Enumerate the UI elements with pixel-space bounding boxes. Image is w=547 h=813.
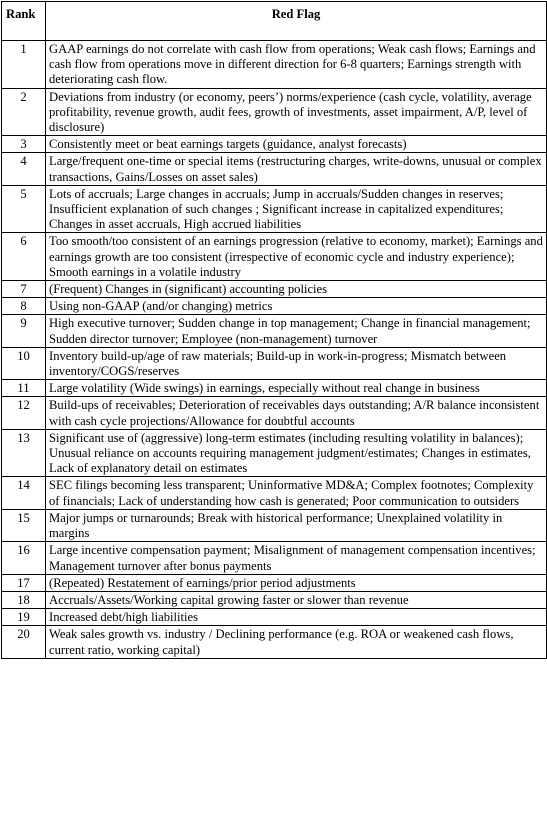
rank-column-header: Rank — [2, 2, 46, 41]
red-flag-cell: Large/frequent one-time or special items (restructuring charges, write-downs, unusual or complex transactions, Gains/Losses on asset sales) — [46, 153, 547, 185]
red-flag-cell: Too smooth/too consistent of an earnings progression (relative to economy, market); Earnings and earnings growth are too consistent (irrespective of economic cycle and industry experience); Smooth earnings in a volatile industry — [46, 233, 547, 281]
red-flag-cell: Lots of accruals; Large changes in accruals; Jump in accruals/Sudden changes in reserves; Insufficient explanation of such changes ; Significant increase in capitalized expenditures; Changes in asset accruals, High accrued liabilities — [46, 185, 547, 233]
red-flag-cell: Large volatility (Wide swings) in earnings, especially without real change in business — [46, 380, 547, 397]
table-row — [2, 347, 547, 379]
table-row — [2, 185, 547, 233]
red-flag-cell: Weak sales growth vs. industry / Declining performance (e.g. ROA or weakened cash flows, current ratio, working capital) — [46, 626, 547, 658]
rank-cell: 6 — [2, 233, 46, 281]
red-flag-cell: Deviations from industry (or economy, peers’) norms/experience (cash cycle, volatility, average profitability, revenue growth, audit fees, growth of investments, asset impairment, A/P, level of disclosure) — [46, 88, 547, 136]
table-row — [2, 41, 547, 89]
rank-cell: 14 — [2, 477, 46, 509]
red-flag-cell: GAAP earnings do not correlate with cash flow from operations; Weak cash flows; Earnings and cash flow from operations move in different direction for 6-8 quarters; Earnings strength with deteriorating cash flow. — [46, 41, 547, 89]
red-flag-cell: Consistently meet or beat earnings targets (guidance, analyst forecasts) — [46, 136, 547, 153]
table-row — [2, 626, 547, 658]
table-body — [2, 41, 547, 659]
table-row — [2, 542, 547, 574]
red-flag-cell: SEC filings becoming less transparent; Uninformative MD&A; Complex footnotes; Complexity of financials; Lack of understanding how cash is generated; Poor communication to outsiders — [46, 477, 547, 509]
rank-cell: 1 — [2, 41, 46, 89]
red-flag-cell: Build-ups of receivables; Deterioration of receivables days outstanding; A/R balance inconsistent with cash cycle projections/Allowance for doubtful accounts — [46, 397, 547, 429]
red-flag-cell: Increased debt/high liabilities — [46, 609, 547, 626]
table-row — [2, 153, 547, 185]
table-row — [2, 315, 547, 347]
rank-cell: 2 — [2, 88, 46, 136]
red-flag-cell: Using non-GAAP (and/or changing) metrics — [46, 298, 547, 315]
red-flag-cell: Major jumps or turnarounds; Break with historical performance; Unexplained volatility in margins — [46, 509, 547, 541]
table-row — [2, 397, 547, 429]
red-flag-column-header: Red Flag — [46, 2, 547, 41]
table-row — [2, 88, 547, 136]
table-row — [2, 429, 547, 477]
rank-cell: 11 — [2, 380, 46, 397]
table-row — [2, 609, 547, 626]
rank-cell: 10 — [2, 347, 46, 379]
rank-cell: 3 — [2, 136, 46, 153]
red-flag-cell: Inventory build-up/age of raw materials; Build-up in work-in-progress; Mismatch between inventory/COGS/reserves — [46, 347, 547, 379]
table-row — [2, 509, 547, 541]
rank-cell: 19 — [2, 609, 46, 626]
table-row — [2, 591, 547, 608]
table-header-row — [2, 2, 547, 41]
rank-cell: 16 — [2, 542, 46, 574]
table-row — [2, 298, 547, 315]
rank-cell: 12 — [2, 397, 46, 429]
rank-cell: 8 — [2, 298, 46, 315]
rank-cell: 20 — [2, 626, 46, 658]
table-row — [2, 136, 547, 153]
rank-cell: 15 — [2, 509, 46, 541]
rank-cell: 17 — [2, 574, 46, 591]
rank-cell: 13 — [2, 429, 46, 477]
red-flag-cell: Accruals/Assets/Working capital growing faster or slower than revenue — [46, 591, 547, 608]
red-flag-cell: (Frequent) Changes in (significant) accounting policies — [46, 281, 547, 298]
red-flag-cell: High executive turnover; Sudden change in top management; Change in financial management; Sudden director turnover; Employee (non-management) turnover — [46, 315, 547, 347]
red-flag-cell: (Repeated) Restatement of earnings/prior period adjustments — [46, 574, 547, 591]
rank-cell: 9 — [2, 315, 46, 347]
rank-cell: 5 — [2, 185, 46, 233]
rank-cell: 4 — [2, 153, 46, 185]
red-flag-cell: Large incentive compensation payment; Misalignment of management compensation incentives; Management turnover after bonus payments — [46, 542, 547, 574]
red-flags-table — [1, 1, 547, 659]
rank-cell: 7 — [2, 281, 46, 298]
table-row — [2, 281, 547, 298]
table-row — [2, 380, 547, 397]
table-row — [2, 233, 547, 281]
table-row — [2, 574, 547, 591]
table-row — [2, 477, 547, 509]
rank-cell: 18 — [2, 591, 46, 608]
red-flag-cell: Significant use of (aggressive) long-term estimates (including resulting volatility in balances); Unusual reliance on accounts requiring management judgment/estimates; Changes in estimates, Lack of explanatory detail on estimates — [46, 429, 547, 477]
